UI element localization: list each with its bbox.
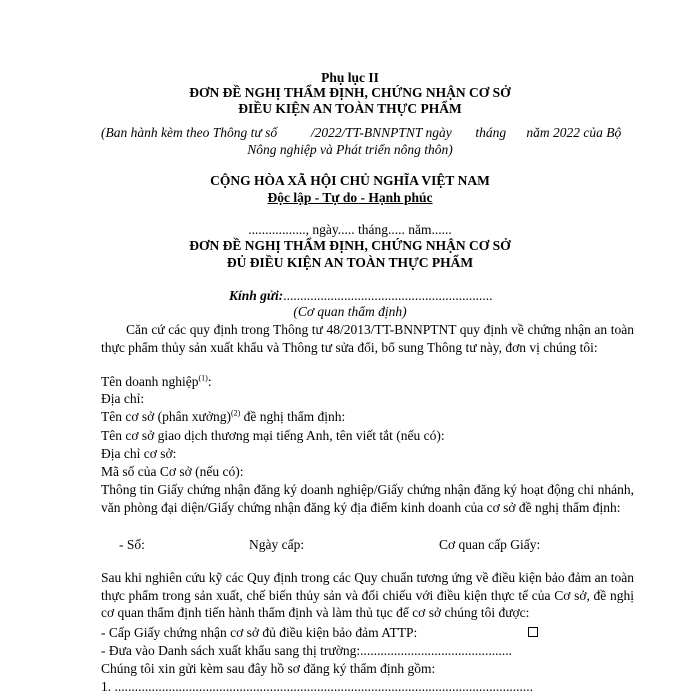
form-title-line-2: ĐỦ ĐIỀU KIỆN AN TOÀN THỰC PHẨM (226, 255, 474, 270)
facility-address-label: Địa chỉ cơ sở: (101, 446, 177, 461)
issuer-label: Cơ quan cấp Giấy: (439, 537, 541, 552)
number-label: - Số: (119, 537, 145, 552)
footnote-1: (1) (198, 373, 208, 383)
address-label: Địa chỉ: (101, 391, 145, 406)
country-name: CỘNG HÒA XÃ HỘI CHỦ NGHĨA VIỆT NAM (210, 173, 490, 188)
issue-date-label: Ngày cấp: (249, 537, 305, 552)
attachment-item-1: 1. ............................................................................................................................ (101, 679, 533, 694)
appendix-label: Phụ lục II (321, 70, 379, 85)
certificate-checkbox[interactable] (528, 627, 538, 637)
option-certificate: - Cấp Giấy chứng nhận cơ sở đủ điều kiện bảo đảm ATTP: (101, 625, 418, 640)
recipient-note: (Cơ quan thẩm định) (293, 304, 407, 319)
facility-name-line (101, 408, 345, 425)
intro-paragraph: Căn cứ các quy định trong Thông tư 48/2013/TT-BNNPTNT quy định về chứng nhận an toàn thực phẩm thủy sản xuất khẩu và Thông tư sửa đổi, bổ sung Thông tư này, đơn vị chúng tôi: (101, 322, 634, 355)
recipient-field[interactable]: .............................................................. (283, 288, 493, 303)
facility-name-label: Tên cơ sở (phân xưởng) (101, 409, 231, 424)
trade-name-label: Tên cơ sở giao dịch thương mại tiếng Anh, tên viết tắt (nếu có): (101, 428, 445, 443)
issued-note-line-1: (Ban hành kèm theo Thông tư số /2022/TT-BNNPTNT ngày tháng năm 2022 của Bộ (101, 125, 622, 140)
footnote-2: (2) (230, 408, 241, 418)
recipient-line (229, 287, 492, 304)
business-name-label: Tên doanh nghiệp (101, 374, 199, 389)
form-title-line-1: ĐƠN ĐỀ NGHỊ THẨM ĐỊNH, CHỨNG NHẬN CƠ SỞ (189, 238, 511, 253)
issued-note-line-2: Nông nghiệp và Phát triển nông thôn) (247, 142, 453, 157)
business-name-line (101, 373, 212, 390)
national-motto (0, 189, 700, 206)
facility-code-label: Mã số của Cơ sở (nếu có): (101, 464, 244, 479)
attachments-intro: Chúng tôi xin gửi kèm sau đây hồ sơ đăng ký thẩm định gồm: (101, 661, 436, 676)
business-name-colon: : (207, 374, 212, 389)
national-motto-text: Độc lập - Tự do - Hạnh phúc (267, 190, 433, 205)
facility-name-suffix: đề nghị thẩm định: (240, 409, 346, 424)
request-paragraph: Sau khi nghiên cứu kỹ các Quy định trong các Quy chuẩn tương ứng về điều kiện bảo đảm an toàn thực phẩm trong sản xuất, chế biến thủy sản và đối chiếu với điều kiện thực tế của Cơ sở, đề nghị cơ quan thẩm định tiến hành thẩm định và làm thủ tục để cơ sở chúng tôi được: (101, 570, 634, 620)
date-line: ................., ngày..... tháng..... năm...... (248, 222, 452, 237)
appendix-title-line-1: ĐƠN ĐỀ NGHỊ THẨM ĐỊNH, CHỨNG NHẬN CƠ SỞ (189, 85, 511, 100)
recipient-label: Kính gửi: (229, 288, 284, 303)
appendix-title-line-2: ĐIỀU KIỆN AN TOÀN THỰC PHẨM (238, 101, 462, 116)
option-export-list: - Đưa vào Danh sách xuất khẩu sang thị trường:............................................. (101, 643, 512, 658)
registration-info-paragraph: Thông tin Giấy chứng nhận đăng ký doanh nghiệp/Giấy chứng nhận đăng ký hoạt động chi nhánh, văn phòng đại diện/Giấy chứng nhận đăng ký địa điểm kinh doanh của cơ sở đề nghị thẩm định: (101, 482, 634, 515)
